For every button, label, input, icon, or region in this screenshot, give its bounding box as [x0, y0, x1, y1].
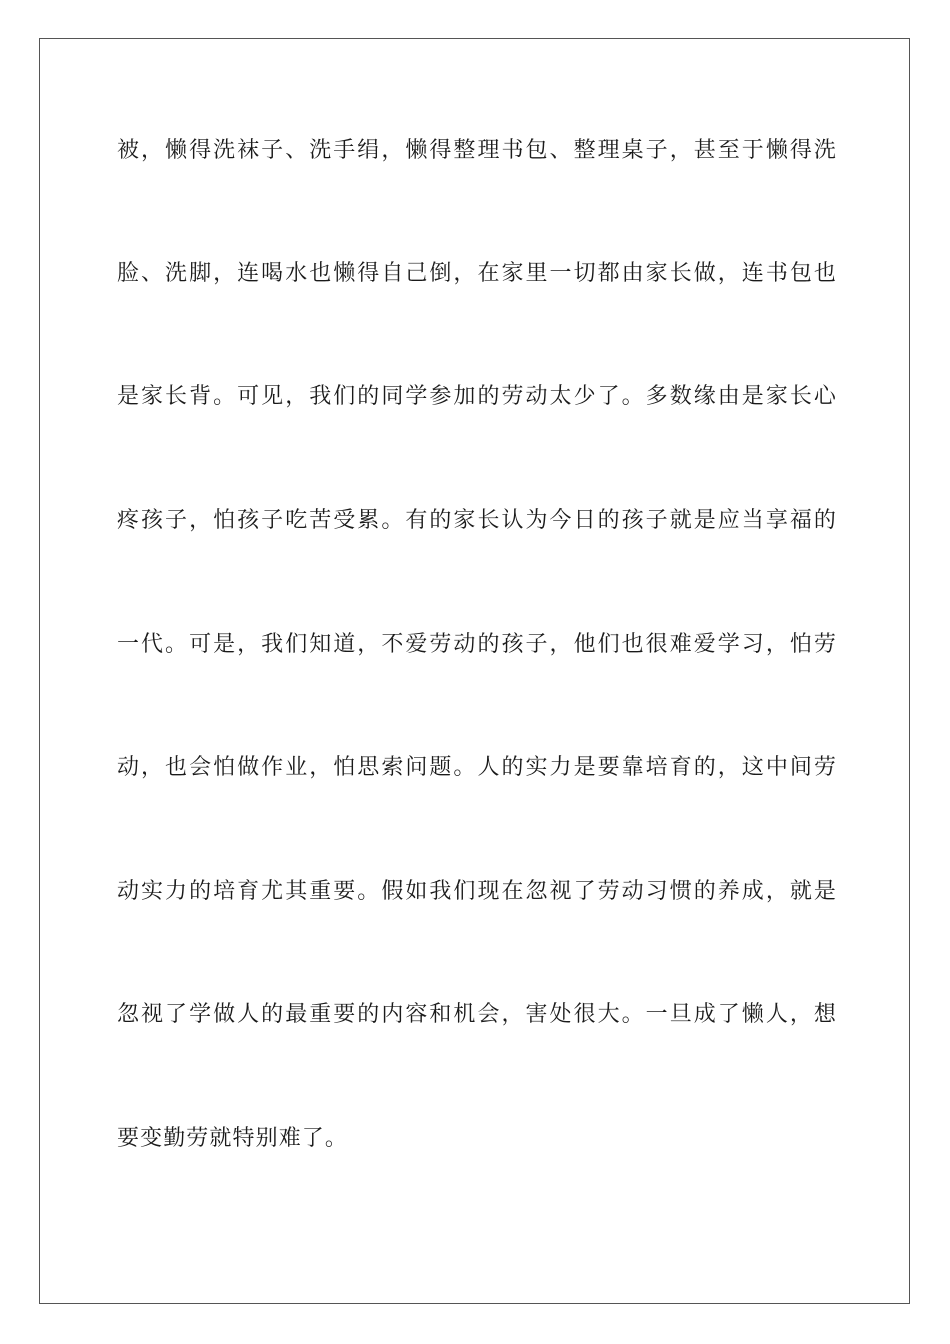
text-line-2: 脸、洗脚，连喝水也懒得自己倒，在家里一切都由家长做，连书包也 [117, 261, 837, 286]
text-line-7: 动实力的培育尤其重要。假如我们现在忽视了劳动习惯的养成，就是 [117, 879, 837, 904]
text-line-9: 要变勤劳就特别难了。 [117, 1126, 349, 1151]
text-line-8: 忽视了学做人的最重要的内容和机会，害处很大。一旦成了懒人，想 [117, 1002, 837, 1027]
text-line-1: 被，懒得洗袜子、洗手绢，懒得整理书包、整理桌子，甚至于懒得洗 [117, 138, 837, 163]
text-line-4: 疼孩子，怕孩子吃苦受累。有的家长认为今日的孩子就是应当享福的 [117, 508, 837, 533]
text-line-5: 一代。可是，我们知道，不爱劳动的孩子，他们也很难爱学习，怕劳 [117, 632, 837, 657]
page-border [39, 38, 910, 1304]
text-line-3: 是家长背。可见，我们的同学参加的劳动太少了。多数缘由是家长心 [117, 384, 837, 409]
text-line-6: 动，也会怕做作业，怕思索问题。人的实力是要靠培育的，这中间劳 [117, 755, 837, 780]
